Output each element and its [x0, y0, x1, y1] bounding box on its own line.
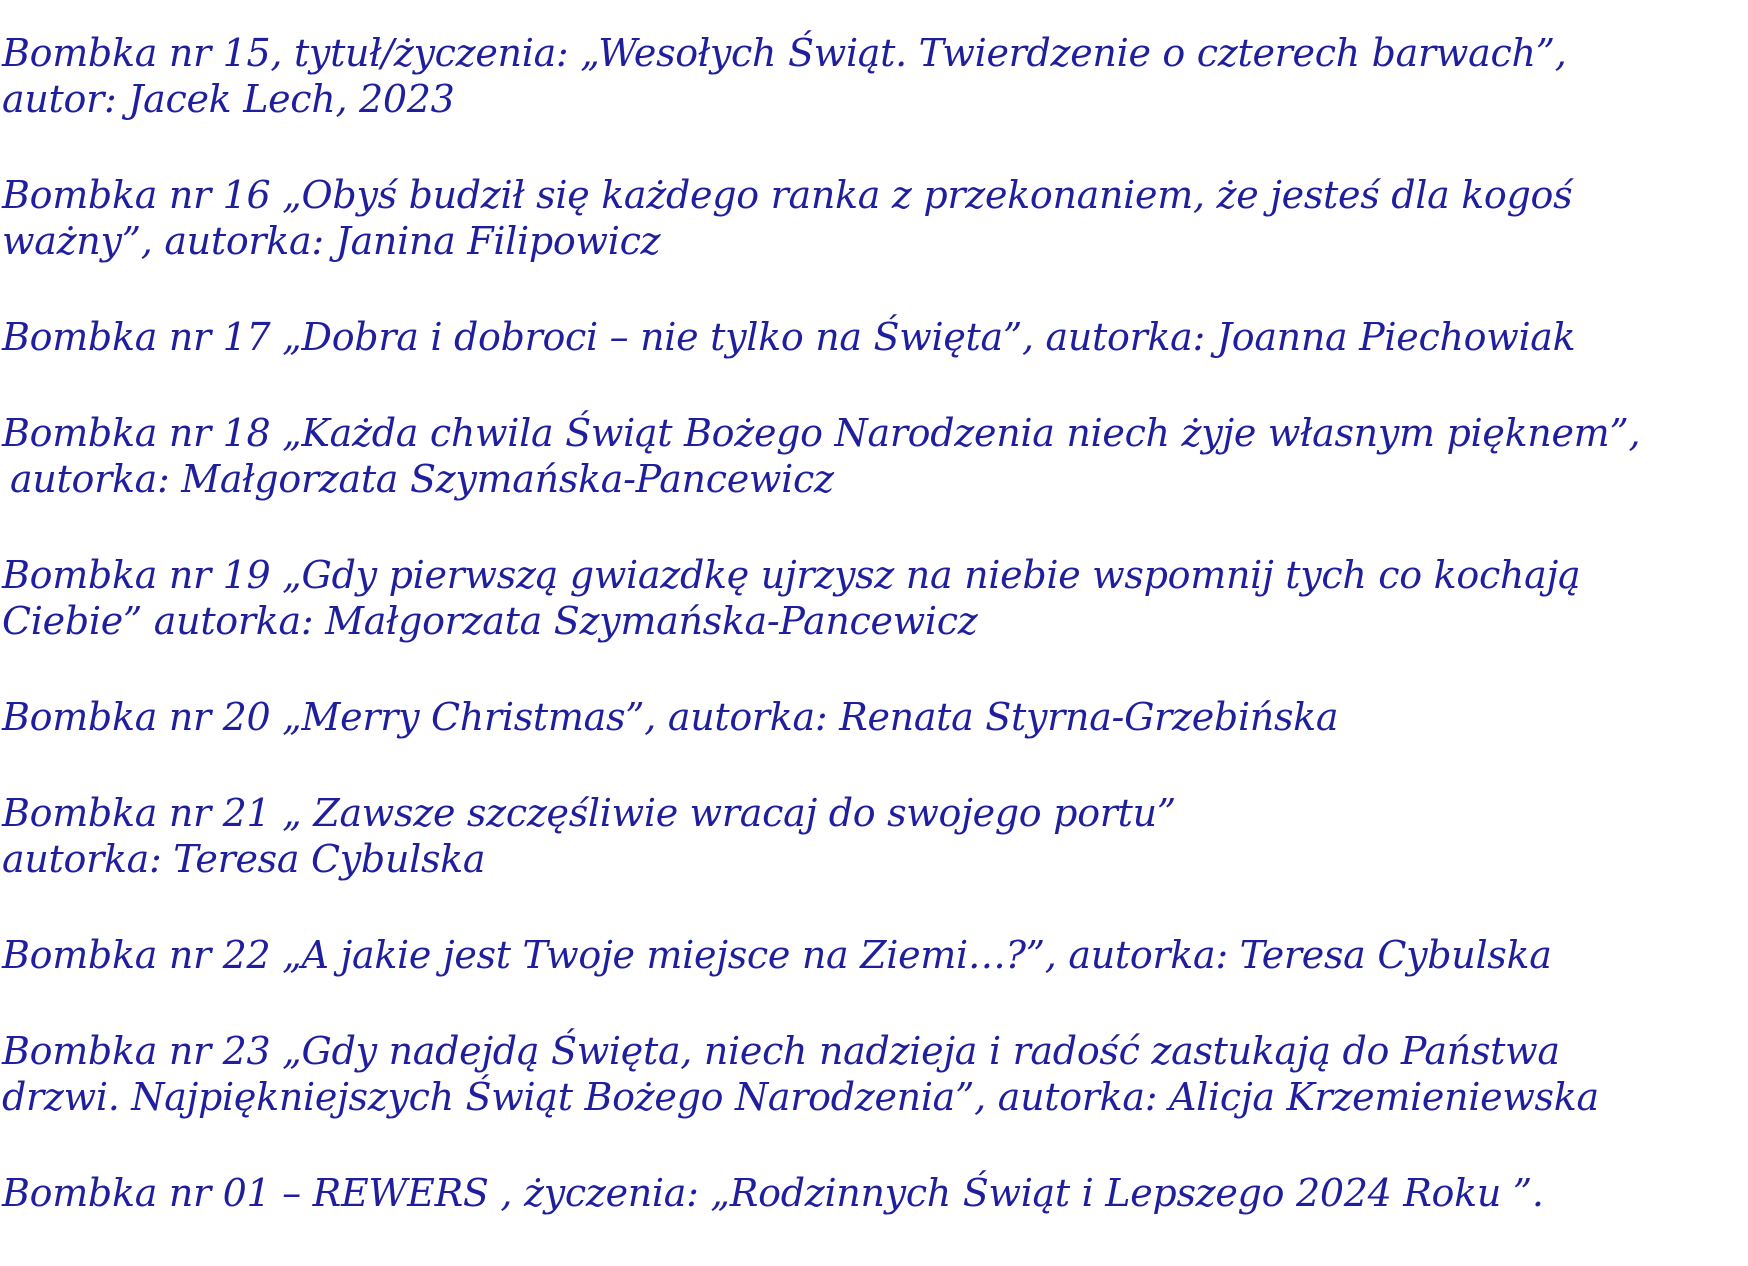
entry-bombka-20: [0, 694, 1748, 740]
entry-line: Bombka nr 19 „Gdy pierwszą gwiazdkę ujrzysz na niebie wspomnij tych co kochają: [2, 553, 1581, 597]
entry-line: ważny”, autorka: Janina Filipowicz: [2, 219, 661, 263]
entry-line: autor: Jacek Lech, 2023: [2, 77, 455, 121]
entry-line: Bombka nr 20 „Merry Christmas”, autorka: Renata Styrna-Grzebińska: [2, 695, 1339, 739]
entry-line: autorka: Teresa Cybulska: [2, 837, 486, 881]
entry-line: Bombka nr 18 „Każda chwila Świąt Bożego Narodzenia niech żyje własnym pięknem”,: [2, 411, 1641, 455]
entry-bombka-21: [0, 790, 1748, 882]
entry-line: drzwi. Najpiękniejszych Świąt Bożego Narodzenia”, autorka: Alicja Krzemieniewska: [2, 1075, 1599, 1119]
entry-bombka-01-rewers: [0, 1170, 1748, 1216]
entry-line: Bombka nr 16 „Obyś budził się każdego ranka z przekonaniem, że jesteś dla kogoś: [2, 173, 1573, 217]
entry-bombka-18: [0, 410, 1748, 502]
entry-line: autorka: Małgorzata Szymańska-Pancewicz: [10, 457, 834, 501]
entry-line: Bombka nr 21 „ Zawsze szczęśliwie wracaj do swojego portu”: [2, 791, 1176, 835]
entry-bombka-15: [0, 30, 1748, 122]
document-page: [0, 30, 1748, 1266]
entry-bombka-23: [0, 1028, 1748, 1120]
entry-line: Bombka nr 15, tytuł/życzenia: „Wesołych Świąt. Twierdzenie o czterech barwach”,: [2, 31, 1567, 75]
entry-line: Bombka nr 22 „A jakie jest Twoje miejsce na Ziemi…?”, autorka: Teresa Cybulska: [2, 933, 1552, 977]
entry-bombka-19: [0, 552, 1748, 644]
entry-line: Ciebie” autorka: Małgorzata Szymańska-Pancewicz: [2, 599, 978, 643]
entry-line: Bombka nr 23 „Gdy nadejdą Święta, niech nadzieja i radość zastukają do Państwa: [2, 1029, 1560, 1073]
entry-bombka-17: [0, 314, 1748, 360]
entry-bombka-22: [0, 932, 1748, 978]
entry-line: Bombka nr 01 – REWERS , życzenia: „Rodzinnych Świąt i Lepszego 2024 Roku ”.: [2, 1171, 1544, 1215]
entry-line: Bombka nr 17 „Dobra i dobroci – nie tylko na Święta”, autorka: Joanna Piechowiak: [2, 315, 1576, 359]
entry-bombka-16: [0, 172, 1748, 264]
